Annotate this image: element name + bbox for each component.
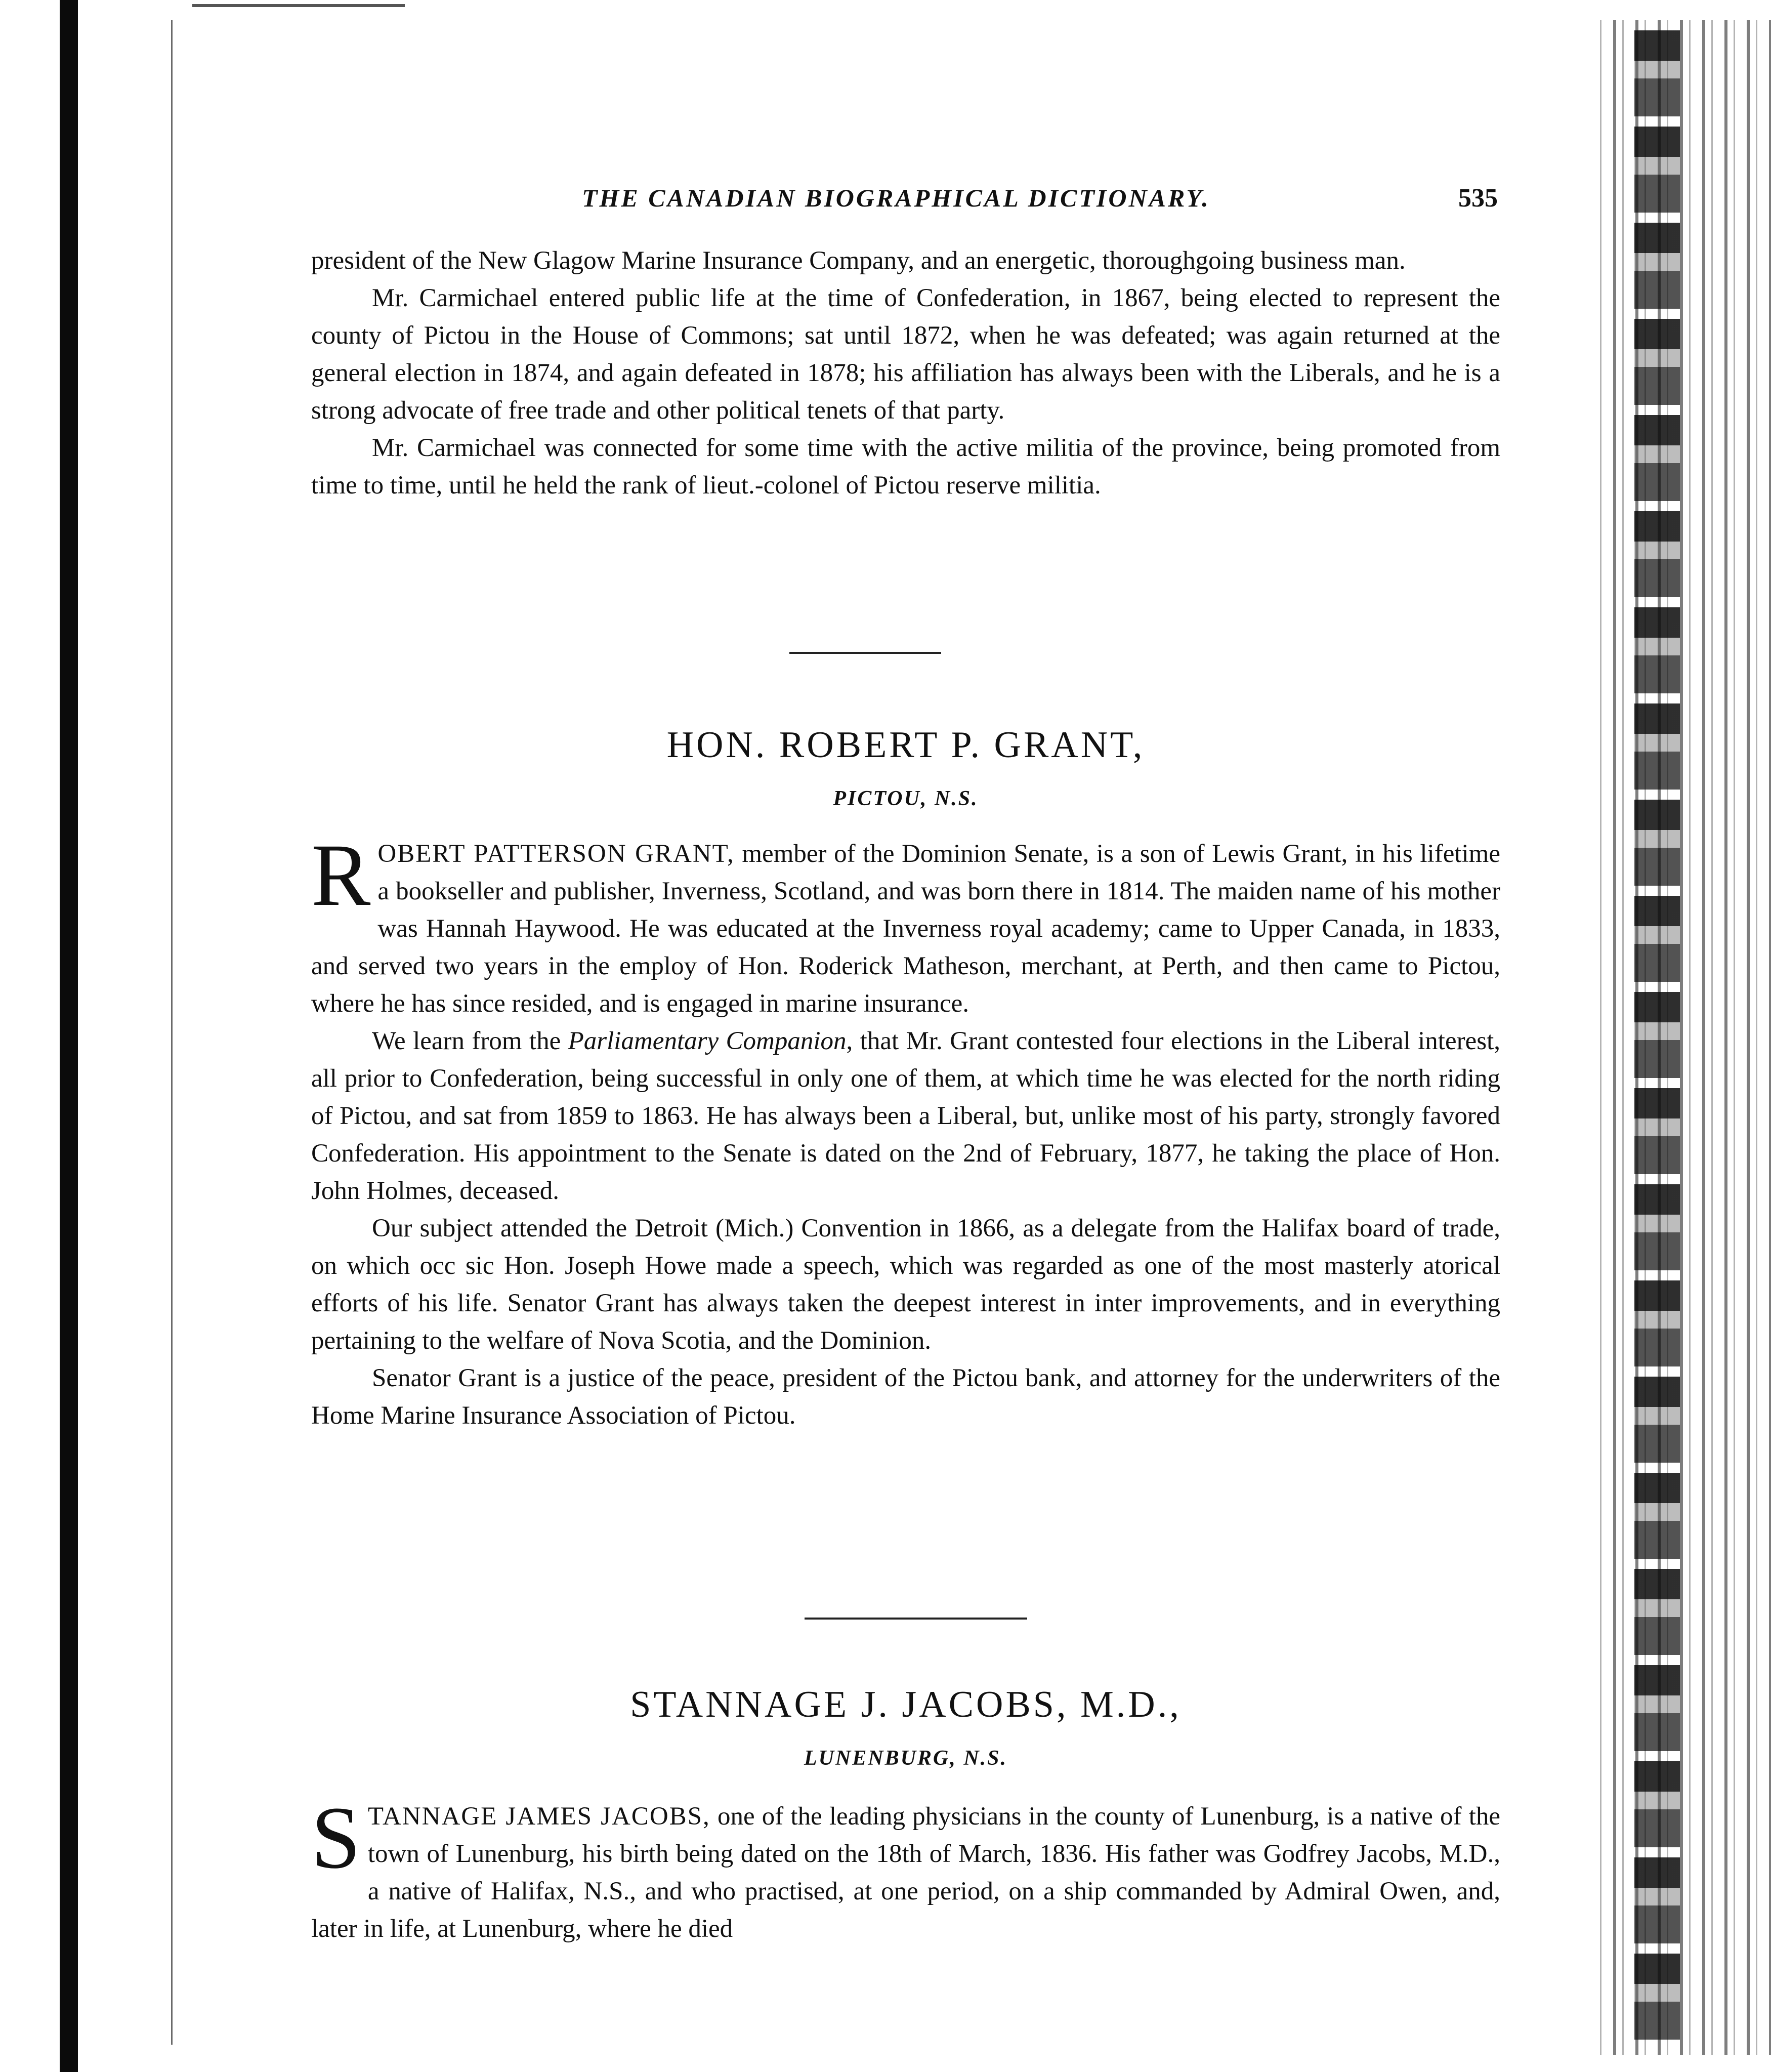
- scan-right-edge-dark: [1634, 30, 1680, 2045]
- jacobs-dropcap: S: [311, 1789, 361, 1887]
- grant-dropcap: R: [311, 826, 371, 925]
- jacobs-paragraph-1: [311, 1789, 1500, 1947]
- carmichael-paragraph-1: president of the New Glagow Marine Insurance Company, and an energetic, thoroughgoing business man.: [311, 246, 1406, 275]
- running-title: THE CANADIAN BIOGRAPHICAL DICTIONARY.: [582, 184, 1210, 212]
- jacobs-paragraph-1-rest: one of the leading physicians in the county of Lunenburg, is a native of the town of Lunenburg, his birth being dated on the 18th of March, 1836. His father was Godfrey Jacobs, M.D., a native of Halifax, N.S., and who practised, at one period, on a ship commanded by Admiral Owen, and, later in life, at Lunenburg, where he died: [311, 1802, 1500, 1943]
- scan-binding-shadow: [60, 0, 78, 2072]
- running-head: [582, 183, 1498, 219]
- carmichael-paragraph-3: Mr. Carmichael was connected for some time with the active militia of the province, being promoted from time to time, until he held the rank of lieut.-colonel of Pictou reserve militia.: [311, 434, 1500, 500]
- jacobs-opening-name: TANNAGE JAMES JACOBS,: [367, 1802, 710, 1831]
- section-divider: [789, 652, 941, 654]
- carmichael-entry-continuation: [311, 242, 1500, 504]
- grant-paragraph-1: [311, 826, 1500, 1022]
- scan-right-edge-noise: [1594, 20, 1771, 2055]
- scan-gutter-line: [171, 20, 173, 2045]
- grant-opening-name: OBERT PATTERSON GRANT,: [377, 840, 735, 868]
- jacobs-entry-body: [311, 1789, 1500, 1947]
- grant-paragraph-4: Senator Grant is a justice of the peace, president of the Pictou bank, and attorney for the underwriters of the Home Marine Insurance Association of Pictou.: [311, 1364, 1500, 1430]
- section-divider: [805, 1618, 1027, 1620]
- scan-top-smudge: [192, 4, 405, 7]
- grant-entry-heading: HON. ROBERT P. GRANT,: [666, 724, 1145, 766]
- jacobs-entry-heading: STANNAGE J. JACOBS, M.D.,: [630, 1684, 1182, 1725]
- publication-title: Parliamentary Companion: [568, 1027, 847, 1055]
- grant-paragraph-2: [311, 1022, 1500, 1210]
- grant-paragraph-3: Our subject attended the Detroit (Mich.) Convention in 1866, as a delegate from the Halifax board of trade, on which occ sic Hon. Joseph Howe made a speech, which was regarded as one of the most masterly atorical efforts of his life. Senator Grant has always taken the deepest interest in inter improvements, and in everything pertaining to the welfare of Nova Scotia, and the Dominion.: [311, 1214, 1500, 1355]
- grant-entry-place: PICTOU, N.S.: [833, 787, 979, 810]
- grant-entry-body: [311, 826, 1500, 1434]
- jacobs-entry-place: LUNENBURG, N.S.: [804, 1747, 1008, 1770]
- grant-paragraph-1-rest: member of the Dominion Senate, is a son of Lewis Grant, in his lifetime a bookseller and publisher, Inverness, Scotland, and was born there in 1814. The maiden name of his mother was Hannah Haywood. He was educated at the Inverness royal academy; came to Upper Canada, in 1833, and served two years in the employ of Hon. Roderick Matheson, merchant, at Perth, and then came to Pictou, where he has since resided, and is engaged in marine insurance.: [311, 840, 1500, 1018]
- page-number: 535: [1458, 184, 1498, 213]
- grant-paragraph-2-end: , that Mr. Grant contested four elections in the Liberal interest, all prior to Confederation, being successful in only one of them, at which time he was elected for the north riding of Pictou, and sat from 1859 to 1863. He has always been a Liberal, but, unlike most of his party, strongly favored Confederation. His appointment to the Senate is dated on the 2nd of February, 1877, he taking the place of Hon. John Holmes, deceased.: [311, 1027, 1500, 1205]
- carmichael-paragraph-2: Mr. Carmichael entered public life at the time of Confederation, in 1867, being elected to represent the county of Pictou in the House of Commons; sat until 1872, when he was defeated; was again returned at the general election in 1874, and again defeated in 1878; his affiliation has always been with the Liberals, and he is a strong advocate of free trade and other political tenets of that party.: [311, 284, 1500, 425]
- grant-paragraph-2-start: We learn from the: [372, 1027, 568, 1055]
